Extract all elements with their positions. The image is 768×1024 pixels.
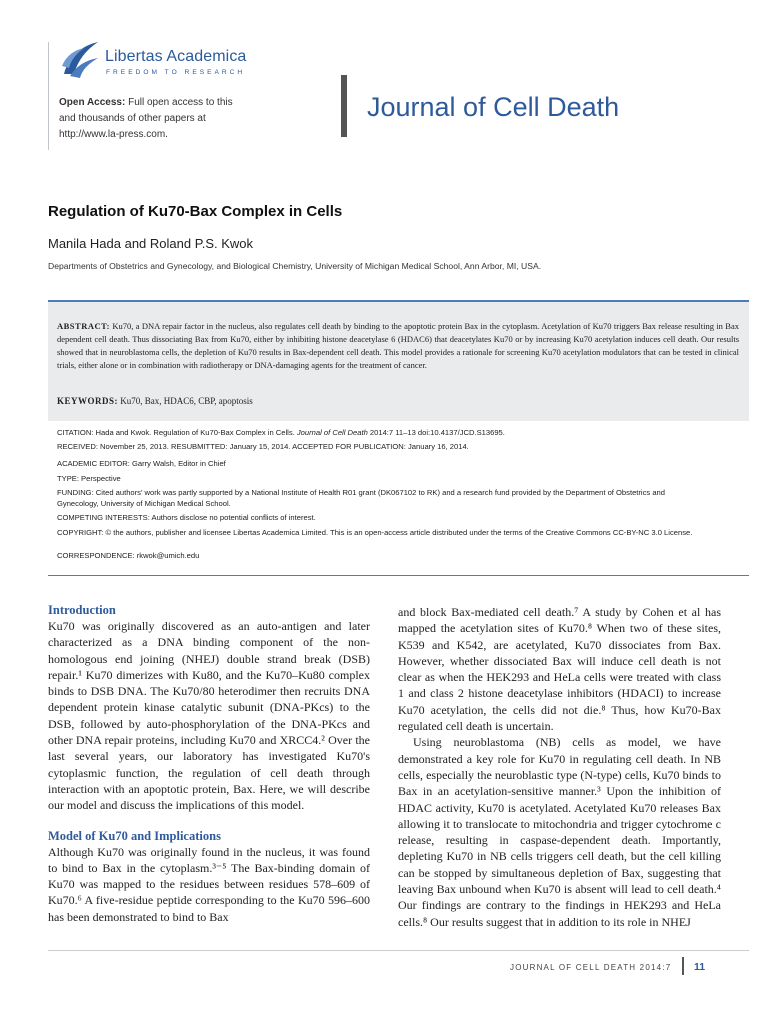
article-authors: Manila Hada and Roland P.S. Kwok xyxy=(48,236,253,251)
article-type: TYPE: Perspective xyxy=(57,474,121,483)
meta-divider xyxy=(48,575,749,576)
section-heading-introduction: Introduction xyxy=(48,603,116,617)
abstract-text: Ku70, a DNA repair factor in the nucleus, also regulates cell death by binding to the apoptotic protein Bax in the cytoplasm. Acetylation of Ku70 triggers Bax release resulting in Bax dependent cell death. Thus dissociating Bax from Ku70, either by inhibiting histone deacetylase 6 (HDAC6) that deacetylates Ku70 or by increasing Ku70 acetylation induces cell death. Our results showed that in neuroblastoma cells, the depletion of Ku70 results in Bax-dependent cell death. This model provides a rationale for screening Ku70 acetylation modulators that can be tested in clinical trials, either alone or in combination with radiotherapy or DNA-damaging agents for the treatment of cancer. xyxy=(57,321,739,370)
citation xyxy=(57,427,707,438)
publisher-tagline: FREEDOM TO RESEARCH xyxy=(106,69,246,76)
header-divider xyxy=(48,42,49,150)
footer-divider xyxy=(48,950,749,951)
correspondence: CORRESPONDENCE: rkwok@umich.edu xyxy=(57,551,200,560)
journal-title-bar xyxy=(341,75,347,137)
body-right-column xyxy=(398,604,721,930)
publisher-logo xyxy=(58,36,258,96)
abstract-label: ABSTRACT: xyxy=(57,321,110,331)
article-affiliation: Departments of Obstetrics and Gynecology, and Biological Chemistry, University of Michigan Medical School, Ann Arbor, MI, USA. xyxy=(48,261,542,271)
keywords-label: KEYWORDS: xyxy=(57,396,119,406)
intro-paragraph: Ku70 was originally discovered as an auto-antigen and later characterized as a DNA binding component of the non-homologous end joining (NHEJ) double strand break (DSB) repair.¹ Ku70 dimerizes with Ku80, and the Ku70–Ku80 complex binds to DSB DNA. The Ku70/80 heterodimer then recruits DNA dependent protein kinase catalytic subunit (DNA-PKcs) to the DSB, followed by auto-phosphorylation of the DNA-PKcs and other DNA repair proteins, including Ku70 and XRCC4.² Over the last several years, our laboratory has investigated Ku70's cytoplasmic function, the regulation of cell death through interaction with an apoptotic protein, Bax. Here, we will describe our model and discuss the implications of this model. xyxy=(48,619,370,813)
page-number: 11 xyxy=(694,961,706,973)
footer-journal: JOURNAL OF CELL DEATH 2014:7 xyxy=(510,963,672,972)
received-dates: RECEIVED: November 25, 2013. RESUBMITTED: January 15, 2014. ACCEPTED FOR PUBLICATION: January 16, 2014. xyxy=(57,442,469,451)
citation-journal: Journal of Cell Death xyxy=(296,428,368,437)
funding: FUNDING: Cited authors' work was partly supported by a National Institute of Health R01 grant (DK067102 to RK) and a research fund provided by the Department of Obstetrics and Gynecology, University of Michigan Medical School. xyxy=(57,488,665,508)
open-access-label: Open Access: xyxy=(59,97,126,108)
abstract xyxy=(57,320,739,372)
article-title: Regulation of Ku70-Bax Complex in Cells xyxy=(48,203,343,220)
citation-pre: Hada and Kwok. Regulation of Ku70-Bax Complex in Cells. xyxy=(93,428,297,437)
journal-title: Journal of Cell Death xyxy=(367,92,620,122)
model-paragraph: Although Ku70 was originally found in the nucleus, it was found to bind to Bax in the cytoplasm.³⁻⁵ The Bax-binding domain of Ku70 was mapped to the residues between residues 578–609 of Ku70.⁶ A five-residue peptide corresponding to the Ku70 596–600 has been demonstrated to bind to Bax xyxy=(48,844,370,924)
competing-interests: COMPETING INTERESTS: Authors disclose no potential conflicts of interest. xyxy=(57,513,316,522)
citation-post: 2014:7 11–13 doi:10.4137/JCD.S13695. xyxy=(367,428,505,437)
open-access-note xyxy=(59,95,249,143)
copyright: COPYRIGHT: © the authors, publisher and licensee Libertas Academica Limited. This is an open-access article distributed under the terms of the Creative Commons CC-BY-NC 3.0 License. xyxy=(57,528,693,537)
footer-separator xyxy=(682,957,684,975)
abstract-box xyxy=(48,300,749,421)
citation-label: CITATION: xyxy=(57,428,94,437)
keywords xyxy=(57,396,253,406)
right-paragraph-2: Using neuroblastoma (NB) cells as model, we have demonstrated a key role for Ku70 in regulating cell death. In NB cells, especially the neuroblastic type (N-type) cells, Ku70 binds to Bax in an acetylation-sensitive manner.³ Upon the inhibition of HDAC activity, Ku70 is acetylated. Acetylated Ku70 releases Bax allowing it to translocate to mitochondria and trigger cytochrome c release, resulting in caspase-dependent death. Importantly, depleting Ku70 in NB cells triggers cell death, but the cell killing can be stopped by simultaneous depletion of Bax, suggesting that leaving Bax unbound when Ku70 is absent will lead to cell death.⁴ Our findings are contrary to the findings in HEK293 and HeLa cells.⁸ Our results suggest that in addition to its role in NHEJ xyxy=(398,735,721,929)
keywords-text: Ku70, Bax, HDAC6, CBP, apoptosis xyxy=(118,396,253,406)
academic-editor: ACADEMIC EDITOR: Garry Walsh, Editor in Chief xyxy=(57,459,226,468)
right-paragraph-1: and block Bax-mediated cell death.⁷ A study by Cohen et al has mapped the acetylation sites of Ku70.⁸ When two of these sites, K539 and K542, are acetylated, Ku70 dissociates from Bax. However, whether dissociated Bax will induce cell death is not clear as when the HEK293 and HeLa cells were treated with class 1 and class 2 histone deacetylase inhibitors (HDACI) to increase Ku70 acetylation, the cells did not die.⁸ Thus, how Ku70-Bax regulated cell death is uncertain. xyxy=(398,605,721,734)
section-heading-model: Model of Ku70 and Implications xyxy=(48,828,221,843)
publisher-name: Libertas Academica xyxy=(105,48,247,65)
open-access-text: Full open access to this and thousands of other papers at http://www.la-press.com. xyxy=(59,97,233,140)
body-left-column xyxy=(48,602,370,925)
libertas-logo-icon xyxy=(58,36,104,82)
